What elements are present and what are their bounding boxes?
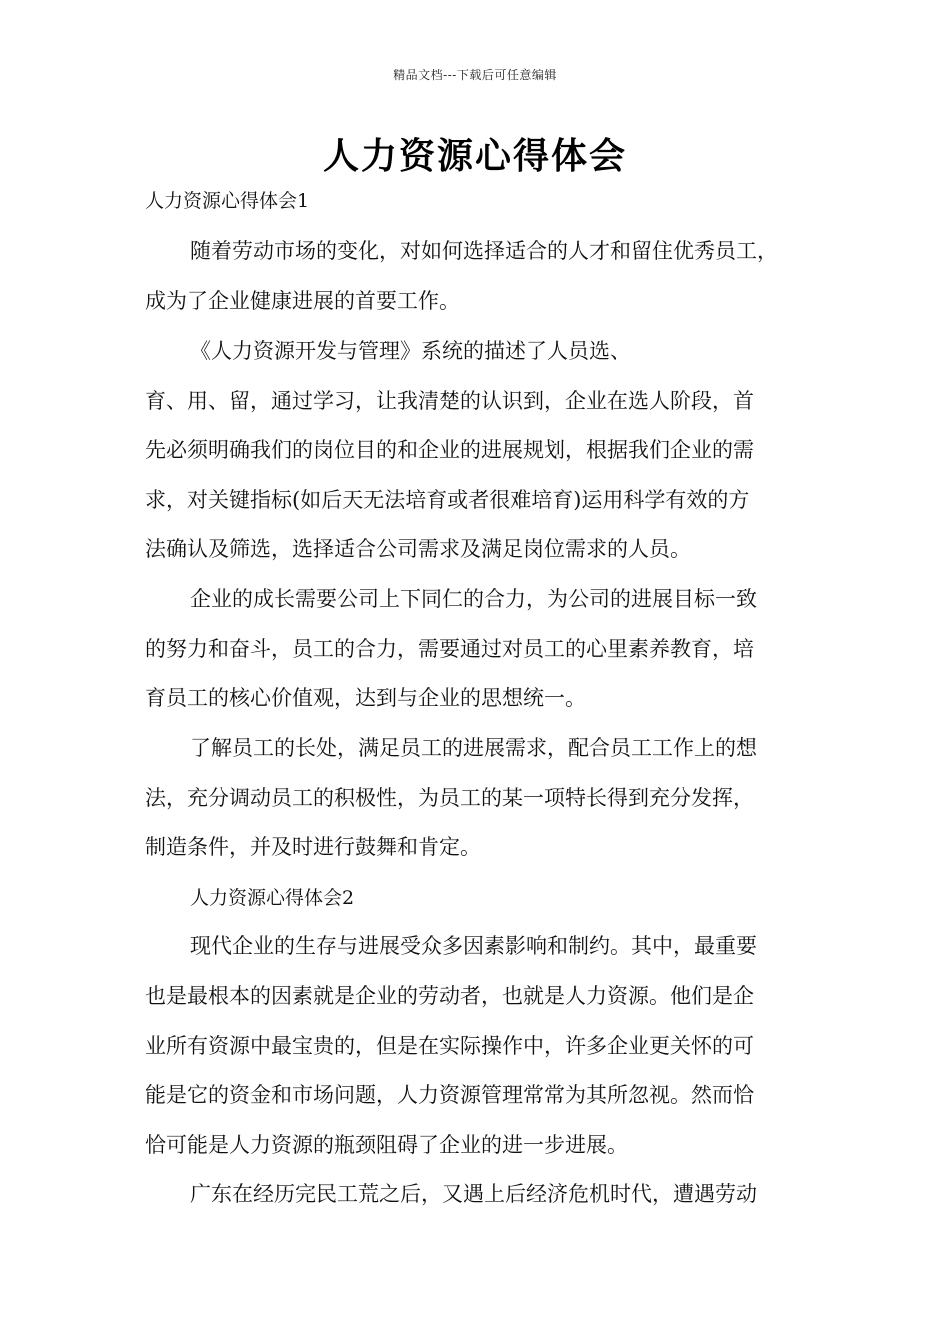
body-line: 能是它的资金和市场问题，人力资源管理常常为其所忽视。然而恰 bbox=[145, 1083, 754, 1107]
body-line: 现代企业的生存与进展受众多因素影响和制约。其中，最重要 bbox=[190, 934, 757, 958]
body-line: 了解员工的长处，满足员工的进展需求，配合员工工作上的想 bbox=[190, 736, 757, 760]
body-line: 业所有资源中最宝贵的，但是在实际操作中，许多企业更关怀的可 bbox=[145, 1034, 754, 1058]
body-line: 也是最根本的因素就是企业的劳动者，也就是人力资源。他们是企 bbox=[145, 984, 754, 1008]
body-line: 法，充分调动员工的积极性，为员工的某一项特长得到充分发挥， bbox=[145, 786, 754, 810]
section-heading-1: 人力资源心得体会1 bbox=[145, 190, 310, 212]
body-line: 成为了企业健康进展的首要工作。 bbox=[145, 289, 460, 313]
body-line: 先必须明确我们的岗位目的和企业的进展规划，根据我们企业的需 bbox=[145, 438, 754, 462]
header-note: 精品文档---下载后可任意编辑 bbox=[393, 68, 557, 82]
body-line: 《人力资源开发与管理》系统的描述了人员选、 bbox=[190, 339, 631, 363]
body-line: 育员工的核心价值观，达到与企业的思想统一。 bbox=[145, 686, 586, 710]
body-line: 恰可能是人力资源的瓶颈阻碍了企业的进一步进展。 bbox=[145, 1133, 628, 1157]
body-line: 求，对关键指标(如后天无法培育或者很难培育)运用科学有效的方 bbox=[145, 488, 750, 512]
body-line: 法确认及筛选，选择适合公司需求及满足岗位需求的人员。 bbox=[145, 537, 691, 561]
body-line: 广东在经历完民工荒之后，又遇上后经济危机时代，遭遇劳动 bbox=[190, 1182, 757, 1206]
document-title: 人力资源心得体会 bbox=[322, 135, 627, 177]
body-line: 的努力和奋斗，员工的合力，需要通过对员工的心里素养教育，培 bbox=[145, 637, 754, 661]
body-line: 制造条件，并及时进行鼓舞和肯定。 bbox=[145, 835, 481, 859]
section-heading-2: 人力资源心得体会2 bbox=[190, 887, 355, 909]
body-line: 企业的成长需要公司上下同仁的合力，为公司的进展目标一致 bbox=[190, 587, 757, 611]
body-line: 随着劳动市场的变化，对如何选择适合的人才和留住优秀员工， bbox=[190, 239, 778, 263]
body-line: 育、用、留，通过学习，让我清楚的认识到，企业在选人阶段，首 bbox=[145, 389, 754, 413]
